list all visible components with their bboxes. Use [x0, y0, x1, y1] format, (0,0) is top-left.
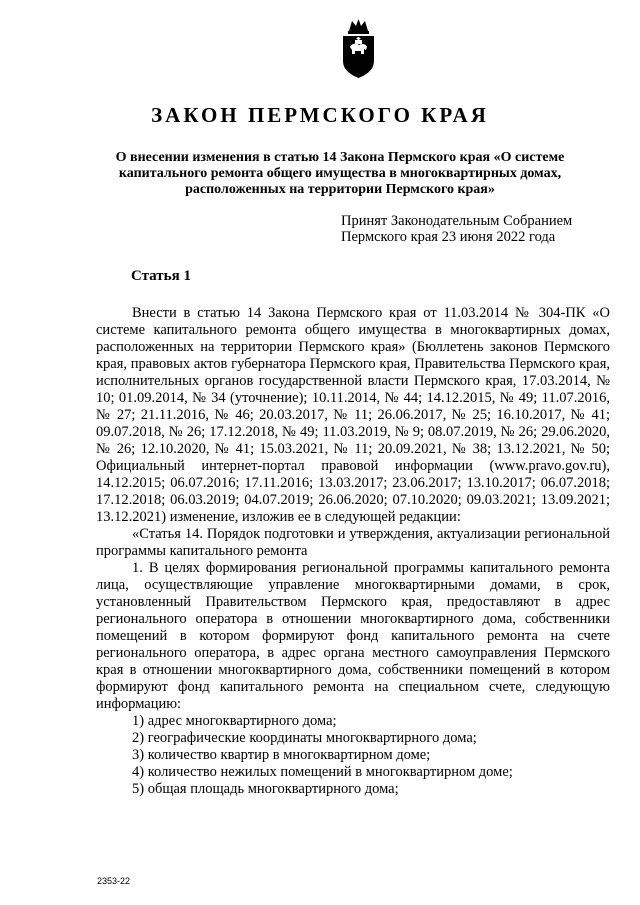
- document-title: ЗАКОН ПЕРМСКОГО КРАЯ: [151, 103, 489, 127]
- document-subtitle: О внесении изменения в статью 14 Закона Пермского края «О системе капитального ремонта общего имущества в многоквартирных домах, расположенных на территории Пермского края»: [115, 150, 565, 197]
- adoption-note: [341, 213, 601, 245]
- list-item: 3) количество квартир в многоквартирном доме;: [132, 747, 431, 763]
- list-item: 4) количество нежилых помещений в многоквартирном доме;: [132, 764, 513, 780]
- footer-code: 2353-22: [97, 876, 131, 886]
- paragraph-amendment: Внести в статью 14 Закона Пермского края от 11.03.2014 № 304-ПК «О системе капитального ремонта общего имущества в многоквартирных домах, расположенных на территории Пермского края» (Бюллетень законов Пермского края, правовых актов губернатора Пермского края, Правительства Пермского края, исполнительных органов государственной власти Пермского края, 17.03.2014, № 10; 01.09.2014, № 34 (уточнение); 10.11.2014, № 44; 14.12.2015, № 49; 11.07.2016, № 27; 21.11.2016, № 46; 20.03.2017, № 11; 26.06.2017, № 25; 16.10.2017, № 41; 09.07.2018, № 26; 17.12.2018, № 49; 11.03.2019, № 9; 08.07.2019, № 26; 29.06.2020, № 26; 12.10.2020, № 41; 15.03.2021, № 11; 20.09.2021, № 38; 13.12.2021, № 50; Официальный интернет-портал правовой информации (www.pravo.gov.ru), 14.12.2015; 06.07.2016; 17.11.2016; 13.03.2017; 23.06.2017; 13.10.2017; 06.07.2018; 17.12.2018; 06.03.2019; 04.07.2019; 26.06.2020; 07.10.2020; 09.03.2021; 13.09.2021; 13.12.2021) изменение, изложив ее в следующей редакции:: [96, 305, 610, 525]
- article-body: [96, 305, 610, 798]
- adoption-line-1: Принят Законодательным Собранием: [341, 213, 573, 229]
- article-heading: Статья 1: [131, 268, 191, 284]
- paragraph-article-title: «Статья 14. Порядок подготовки и утверждения, актуализации региональной программы капитального ремонта: [96, 526, 610, 559]
- coat-of-arms-icon: [340, 17, 377, 79]
- list-item: 5) общая площадь многоквартирного дома;: [132, 781, 399, 797]
- list-item: 1) адрес многоквартирного дома;: [132, 713, 337, 729]
- list-item: 2) географические координаты многоквартирного дома;: [132, 730, 477, 746]
- adoption-line-2: Пермского края 23 июня 2022 года: [341, 229, 556, 245]
- paragraph-clause-1: 1. В целях формирования региональной программы капитального ремонта лица, осуществляющие управление многоквартирными домами, в срок, установленный Правительством Пермского края, предоставляют в адрес регионального оператора в отношении многоквартирного дома, собственники помещений в котором формируют фонд капитального ремонта на счете регионального оператора, в адрес органа местного самоуправления Пермского края в отношении многоквартирного дома, собственники помещений в котором формируют фонд капитального ремонта на специальном счете, следующую информацию:: [96, 560, 610, 712]
